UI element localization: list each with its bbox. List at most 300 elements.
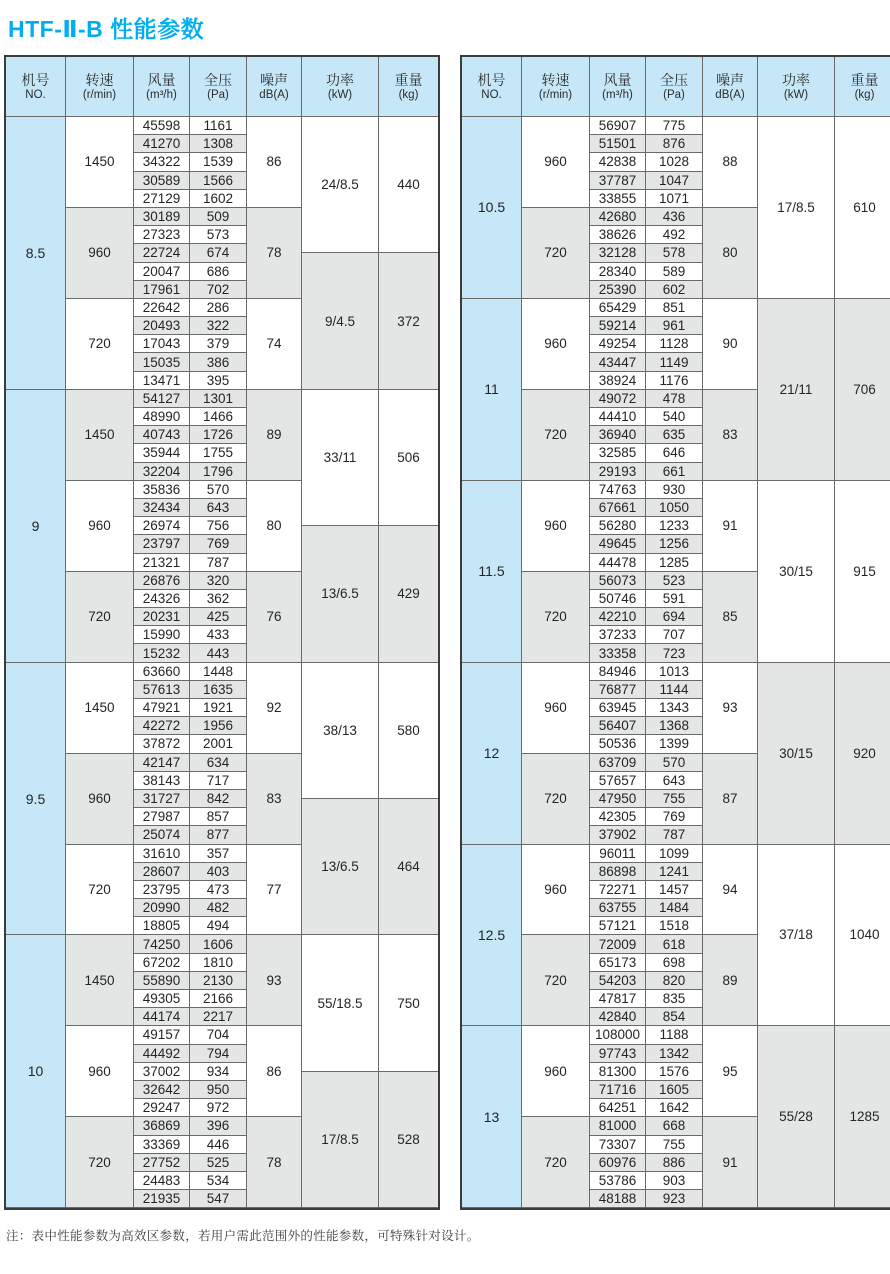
airflow-cell: 23795: [134, 881, 190, 899]
airflow-cell: 44410: [590, 408, 646, 426]
noise-cell: 89: [247, 390, 302, 481]
speed-cell: 960: [66, 1026, 134, 1117]
airflow-cell: 59214: [590, 317, 646, 335]
noise-cell: 83: [703, 390, 758, 481]
performance-table-right: [460, 55, 890, 1210]
weight-cell: 528: [379, 1072, 438, 1208]
model-block: [462, 117, 890, 299]
header-cell-noise: [247, 57, 302, 117]
speed-cell: 720: [522, 1117, 590, 1208]
airflow-cell: 48188: [590, 1190, 646, 1208]
airflow-cell: 30189: [134, 208, 190, 226]
model-cell: 10: [6, 935, 66, 1208]
pressure-cell: 320: [190, 572, 247, 590]
airflow-cell: 42840: [590, 1008, 646, 1026]
airflow-cell: 32204: [134, 463, 190, 481]
pressure-cell: 1566: [190, 172, 247, 190]
header-unit: (r/min): [82, 88, 117, 101]
pressure-cell: 509: [190, 208, 247, 226]
airflow-cell: 26876: [134, 572, 190, 590]
pressure-cell: 661: [646, 463, 703, 481]
airflow-cell: 49157: [134, 1026, 190, 1044]
airflow-cell: 57657: [590, 772, 646, 790]
header-unit: (kW): [783, 88, 809, 101]
pressure-cell: 694: [646, 608, 703, 626]
weight-cell: 750: [379, 935, 438, 1071]
noise-cell: 92: [247, 663, 302, 754]
airflow-cell: 33855: [590, 190, 646, 208]
airflow-cell: 37902: [590, 826, 646, 844]
noise-cell: 91: [703, 1117, 758, 1208]
weight-cell: 580: [379, 663, 438, 799]
airflow-cell: 32642: [134, 1081, 190, 1099]
airflow-cell: 74250: [134, 935, 190, 953]
airflow-cell: 49072: [590, 390, 646, 408]
noise-cell: 94: [703, 845, 758, 936]
header-label: 功率: [326, 71, 354, 88]
header-cell-weight: [379, 57, 438, 117]
airflow-cell: 53786: [590, 1172, 646, 1190]
airflow-cell: 51501: [590, 135, 646, 153]
airflow-cell: 86898: [590, 863, 646, 881]
airflow-cell: 47817: [590, 990, 646, 1008]
noise-cell: 85: [703, 572, 758, 663]
pressure-cell: 1144: [646, 681, 703, 699]
pressure-cell: 395: [190, 372, 247, 390]
speed-cell: 960: [522, 845, 590, 936]
airflow-cell: 30589: [134, 172, 190, 190]
noise-cell: 86: [247, 117, 302, 208]
pressure-cell: 876: [646, 135, 703, 153]
header-cell-total-pressure: [646, 57, 703, 117]
model-cell: 11: [462, 299, 522, 481]
header-unit: (r/min): [538, 88, 573, 101]
pressure-cell: 443: [190, 644, 247, 662]
pressure-cell: 523: [646, 572, 703, 590]
airflow-cell: 67661: [590, 499, 646, 517]
airflow-cell: 63709: [590, 754, 646, 772]
airflow-cell: 27752: [134, 1154, 190, 1172]
pressure-cell: 851: [646, 299, 703, 317]
airflow-cell: 72271: [590, 881, 646, 899]
airflow-cell: 56407: [590, 717, 646, 735]
pressure-cell: 473: [190, 881, 247, 899]
header-label: 噪声: [260, 71, 288, 88]
airflow-cell: 56073: [590, 572, 646, 590]
noise-cell: 76: [247, 572, 302, 663]
airflow-cell: 34322: [134, 153, 190, 171]
airflow-cell: 28340: [590, 263, 646, 281]
airflow-cell: 32434: [134, 499, 190, 517]
airflow-cell: 21321: [134, 554, 190, 572]
airflow-cell: 21935: [134, 1190, 190, 1208]
airflow-cell: 35944: [134, 444, 190, 462]
weight-cell: 429: [379, 526, 438, 662]
pressure-cell: 1013: [646, 663, 703, 681]
pressure-cell: 618: [646, 935, 703, 953]
pressure-cell: 2130: [190, 972, 247, 990]
airflow-cell: 36940: [590, 426, 646, 444]
pressure-cell: 1602: [190, 190, 247, 208]
airflow-cell: 42210: [590, 608, 646, 626]
pressure-cell: 702: [190, 281, 247, 299]
speed-cell: 720: [522, 572, 590, 663]
pressure-cell: 386: [190, 353, 247, 371]
pressure-cell: 433: [190, 626, 247, 644]
airflow-cell: 36869: [134, 1117, 190, 1135]
header-cell-power: [302, 57, 379, 117]
weight-cell: 464: [379, 799, 438, 935]
header-unit: dB(A): [715, 88, 745, 101]
pressure-cell: 1726: [190, 426, 247, 444]
airflow-cell: 17961: [134, 281, 190, 299]
model-cell: 11.5: [462, 481, 522, 663]
airflow-cell: 24483: [134, 1172, 190, 1190]
table-header: [6, 57, 438, 117]
pressure-cell: 570: [190, 481, 247, 499]
pressure-cell: 934: [190, 1063, 247, 1081]
header-unit: dB(A): [259, 88, 289, 101]
pressure-cell: 886: [646, 1154, 703, 1172]
table-header: [462, 57, 890, 117]
airflow-cell: 71716: [590, 1081, 646, 1099]
model-block: [462, 1026, 890, 1208]
pressure-cell: 1576: [646, 1063, 703, 1081]
pressure-cell: 589: [646, 263, 703, 281]
header-unit: (m³/h): [146, 88, 177, 101]
pressure-cell: 769: [646, 808, 703, 826]
model-cell: 9.5: [6, 663, 66, 936]
pressure-cell: 1605: [646, 1081, 703, 1099]
pressure-cell: 930: [646, 481, 703, 499]
airflow-cell: 37787: [590, 172, 646, 190]
pressure-cell: 570: [646, 754, 703, 772]
pressure-cell: 362: [190, 590, 247, 608]
airflow-cell: 44174: [134, 1008, 190, 1026]
pressure-cell: 1921: [190, 699, 247, 717]
airflow-cell: 50746: [590, 590, 646, 608]
model-cell: 8.5: [6, 117, 66, 390]
power-cell: 13/6.5: [302, 799, 379, 935]
noise-cell: 80: [703, 208, 758, 299]
pressure-cell: 1301: [190, 390, 247, 408]
airflow-cell: 44478: [590, 554, 646, 572]
model-cell: 13: [462, 1026, 522, 1208]
airflow-cell: 65429: [590, 299, 646, 317]
airflow-cell: 22642: [134, 299, 190, 317]
noise-cell: 88: [703, 117, 758, 208]
pressure-cell: 787: [190, 554, 247, 572]
airflow-cell: 57613: [134, 681, 190, 699]
airflow-cell: 63660: [134, 663, 190, 681]
power-cell: 24/8.5: [302, 117, 379, 253]
noise-cell: 74: [247, 299, 302, 390]
pressure-cell: 547: [190, 1190, 247, 1208]
pressure-cell: 854: [646, 1008, 703, 1026]
header-unit: (m³/h): [602, 88, 633, 101]
power-cell: 30/15: [758, 663, 835, 845]
pressure-cell: 1956: [190, 717, 247, 735]
pressure-cell: 436: [646, 208, 703, 226]
power-cell: 17/8.5: [758, 117, 835, 299]
pressure-cell: 1161: [190, 117, 247, 135]
power-cell: 21/11: [758, 299, 835, 481]
pressure-cell: 1448: [190, 663, 247, 681]
airflow-cell: 24326: [134, 590, 190, 608]
airflow-cell: 17043: [134, 335, 190, 353]
pressure-cell: 643: [190, 499, 247, 517]
model-cell: 9: [6, 390, 66, 663]
model-block: [6, 117, 438, 390]
header-label: 风量: [603, 71, 632, 88]
airflow-cell: 96011: [590, 845, 646, 863]
speed-cell: 960: [522, 663, 590, 754]
pressure-cell: 1539: [190, 153, 247, 171]
airflow-cell: 50536: [590, 735, 646, 753]
airflow-cell: 42838: [590, 153, 646, 171]
header-label: 风量: [147, 71, 176, 88]
airflow-cell: 27323: [134, 226, 190, 244]
pressure-cell: 775: [646, 117, 703, 135]
pressure-cell: 698: [646, 954, 703, 972]
pressure-cell: 835: [646, 990, 703, 1008]
header-label: 转速: [541, 71, 570, 88]
pressure-cell: 950: [190, 1081, 247, 1099]
tables-container: [0, 55, 890, 1210]
pressure-cell: 1343: [646, 699, 703, 717]
header-cell-model-no: [6, 57, 66, 117]
noise-cell: 90: [703, 299, 758, 390]
weight-cell: 706: [835, 299, 890, 481]
header-label: 机号: [21, 71, 50, 88]
pressure-cell: 482: [190, 899, 247, 917]
weight-cell: 920: [835, 663, 890, 845]
noise-cell: 93: [247, 935, 302, 1026]
airflow-cell: 43447: [590, 353, 646, 371]
airflow-cell: 49254: [590, 335, 646, 353]
speed-cell: 960: [66, 208, 134, 299]
airflow-cell: 73307: [590, 1136, 646, 1154]
airflow-cell: 48990: [134, 408, 190, 426]
pressure-cell: 674: [190, 244, 247, 262]
pressure-cell: 1233: [646, 517, 703, 535]
airflow-cell: 76877: [590, 681, 646, 699]
noise-cell: 91: [703, 481, 758, 572]
pressure-cell: 643: [646, 772, 703, 790]
airflow-cell: 56907: [590, 117, 646, 135]
pressure-cell: 1466: [190, 408, 247, 426]
speed-cell: 1450: [66, 390, 134, 481]
header-unit: (Pa): [207, 88, 229, 101]
pressure-cell: 755: [646, 1136, 703, 1154]
pressure-cell: 1635: [190, 681, 247, 699]
model-cell: 12: [462, 663, 522, 845]
weight-cell: 1040: [835, 845, 890, 1027]
pressure-cell: 1755: [190, 444, 247, 462]
weight-cell: 506: [379, 390, 438, 526]
speed-cell: 720: [66, 572, 134, 663]
pressure-cell: 1050: [646, 499, 703, 517]
performance-table-left: [4, 55, 440, 1210]
model-block: [6, 663, 438, 936]
airflow-cell: 63755: [590, 899, 646, 917]
pressure-cell: 923: [646, 1190, 703, 1208]
airflow-cell: 97743: [590, 1045, 646, 1063]
header-label: 功率: [782, 71, 810, 88]
pressure-cell: 857: [190, 808, 247, 826]
pressure-cell: 1256: [646, 535, 703, 553]
header-cell-weight: [835, 57, 890, 117]
speed-cell: 1450: [66, 663, 134, 754]
pressure-cell: 1342: [646, 1045, 703, 1063]
power-cell: 17/8.5: [302, 1072, 379, 1208]
airflow-cell: 37872: [134, 735, 190, 753]
pressure-cell: 877: [190, 826, 247, 844]
airflow-cell: 44492: [134, 1045, 190, 1063]
power-cell: 37/18: [758, 845, 835, 1027]
airflow-cell: 18805: [134, 917, 190, 935]
pressure-cell: 492: [646, 226, 703, 244]
header-cell-airflow: [590, 57, 646, 117]
header-unit: NO.: [25, 88, 46, 101]
airflow-cell: 54203: [590, 972, 646, 990]
power-cell: 30/15: [758, 481, 835, 663]
noise-cell: 78: [247, 208, 302, 299]
airflow-cell: 38143: [134, 772, 190, 790]
airflow-cell: 28607: [134, 863, 190, 881]
airflow-cell: 41270: [134, 135, 190, 153]
airflow-cell: 22724: [134, 244, 190, 262]
pressure-cell: 2217: [190, 1008, 247, 1026]
weight-cell: 610: [835, 117, 890, 299]
header-label: 噪声: [716, 71, 744, 88]
pressure-cell: 403: [190, 863, 247, 881]
pressure-cell: 1642: [646, 1099, 703, 1117]
pressure-cell: 494: [190, 917, 247, 935]
airflow-cell: 15990: [134, 626, 190, 644]
pressure-cell: 794: [190, 1045, 247, 1063]
model-block: [462, 845, 890, 1027]
speed-cell: 720: [66, 1117, 134, 1208]
airflow-cell: 108000: [590, 1026, 646, 1044]
speed-cell: 720: [522, 754, 590, 845]
pressure-cell: 1796: [190, 463, 247, 481]
pressure-cell: 396: [190, 1117, 247, 1135]
power-cell: 55/28: [758, 1026, 835, 1208]
noise-cell: 86: [247, 1026, 302, 1117]
header-unit: (kg): [398, 88, 419, 101]
airflow-cell: 81000: [590, 1117, 646, 1135]
pressure-cell: 1128: [646, 335, 703, 353]
header-label: 重量: [850, 71, 879, 88]
speed-cell: 720: [522, 935, 590, 1026]
pressure-cell: 717: [190, 772, 247, 790]
header-unit: (kg): [854, 88, 875, 101]
pressure-cell: 668: [646, 1117, 703, 1135]
airflow-cell: 32128: [590, 244, 646, 262]
airflow-cell: 67202: [134, 954, 190, 972]
airflow-cell: 20990: [134, 899, 190, 917]
weight-cell: 915: [835, 481, 890, 663]
pressure-cell: 756: [190, 517, 247, 535]
pressure-cell: 573: [190, 226, 247, 244]
pressure-cell: 591: [646, 590, 703, 608]
noise-cell: 80: [247, 481, 302, 572]
header-cell-speed: [522, 57, 590, 117]
model-block: [462, 481, 890, 663]
noise-cell: 78: [247, 1117, 302, 1208]
airflow-cell: 65173: [590, 954, 646, 972]
header-cell-total-pressure: [190, 57, 247, 117]
airflow-cell: 33358: [590, 644, 646, 662]
pressure-cell: 635: [646, 426, 703, 444]
airflow-cell: 47921: [134, 699, 190, 717]
airflow-cell: 63945: [590, 699, 646, 717]
pressure-cell: 1606: [190, 935, 247, 953]
pressure-cell: 2166: [190, 990, 247, 1008]
airflow-cell: 42305: [590, 808, 646, 826]
airflow-cell: 32585: [590, 444, 646, 462]
pressure-cell: 1149: [646, 353, 703, 371]
airflow-cell: 37002: [134, 1063, 190, 1081]
airflow-cell: 33369: [134, 1136, 190, 1154]
model-cell: 10.5: [462, 117, 522, 299]
airflow-cell: 29193: [590, 463, 646, 481]
airflow-cell: 25390: [590, 281, 646, 299]
header-unit: (Pa): [663, 88, 685, 101]
airflow-cell: 45598: [134, 117, 190, 135]
airflow-cell: 38924: [590, 372, 646, 390]
speed-cell: 960: [522, 1026, 590, 1117]
speed-cell: 720: [66, 299, 134, 390]
header-label: 转速: [85, 71, 114, 88]
airflow-cell: 13471: [134, 372, 190, 390]
page-title: HTF-Ⅱ-B 性能参数: [8, 16, 205, 42]
weight-cell: 1285: [835, 1026, 890, 1208]
airflow-cell: 54127: [134, 390, 190, 408]
airflow-cell: 38626: [590, 226, 646, 244]
airflow-cell: 42147: [134, 754, 190, 772]
airflow-cell: 20493: [134, 317, 190, 335]
pressure-cell: 1241: [646, 863, 703, 881]
pressure-cell: 1518: [646, 917, 703, 935]
header-cell-power: [758, 57, 835, 117]
power-cell: 13/6.5: [302, 526, 379, 662]
pressure-cell: 1368: [646, 717, 703, 735]
pressure-cell: 446: [190, 1136, 247, 1154]
pressure-cell: 634: [190, 754, 247, 772]
airflow-cell: 27129: [134, 190, 190, 208]
airflow-cell: 47950: [590, 790, 646, 808]
pressure-cell: 707: [646, 626, 703, 644]
model-block: [6, 390, 438, 663]
weight-cell: 440: [379, 117, 438, 253]
pressure-cell: 1028: [646, 153, 703, 171]
header-unit: NO.: [481, 88, 502, 101]
airflow-cell: 49645: [590, 535, 646, 553]
speed-cell: 720: [522, 390, 590, 481]
pressure-cell: 1176: [646, 372, 703, 390]
noise-cell: 83: [247, 754, 302, 845]
pressure-cell: 425: [190, 608, 247, 626]
airflow-cell: 29247: [134, 1099, 190, 1117]
speed-cell: 1450: [66, 117, 134, 208]
airflow-cell: 35836: [134, 481, 190, 499]
pressure-cell: 723: [646, 644, 703, 662]
pressure-cell: 820: [646, 972, 703, 990]
airflow-cell: 15232: [134, 644, 190, 662]
pressure-cell: 686: [190, 263, 247, 281]
